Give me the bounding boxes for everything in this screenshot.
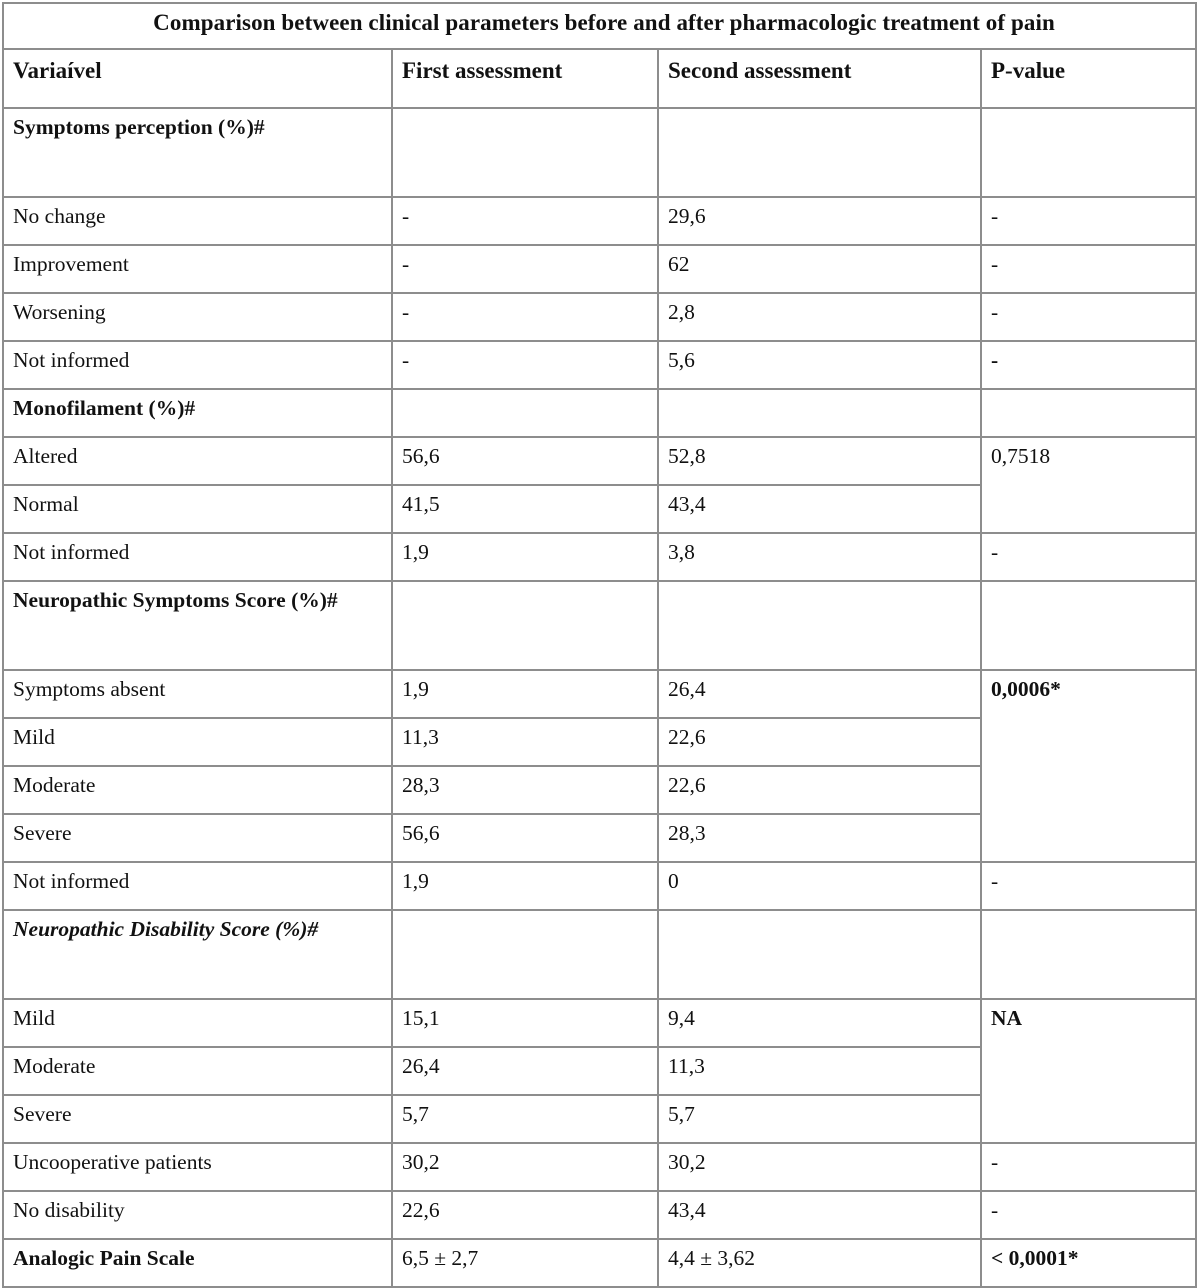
cell-second-assessment: 22,6 (658, 766, 981, 814)
cell-p-value: - (981, 293, 1196, 341)
cell-p-value: - (981, 341, 1196, 389)
cell-first-assessment: 56,6 (392, 814, 658, 862)
row-label: Mild (3, 999, 392, 1047)
cell-first-assessment: 5,7 (392, 1095, 658, 1143)
cell-second-assessment: 3,8 (658, 533, 981, 581)
row-label: No disability (3, 1191, 392, 1239)
cell-second-assessment: 4,4 ± 3,62 (658, 1239, 981, 1287)
column-header-first-assessment: First assessment (392, 49, 658, 108)
cell-p-value: - (981, 1143, 1196, 1191)
cell-first-assessment: 56,6 (392, 437, 658, 485)
cell-second-assessment: 2,8 (658, 293, 981, 341)
row-label: Neuropathic Disability Score (%)# (3, 910, 392, 999)
cell-second-assessment: 0 (658, 862, 981, 910)
row-label: Altered (3, 437, 392, 485)
cell-first-assessment: 28,3 (392, 766, 658, 814)
cell-first-assessment: 1,9 (392, 862, 658, 910)
cell-second-assessment: 43,4 (658, 1191, 981, 1239)
table-row (3, 245, 1196, 293)
row-label: Worsening (3, 293, 392, 341)
cell-first-assessment: - (392, 197, 658, 245)
table-row (3, 437, 1196, 485)
row-label: Not informed (3, 341, 392, 389)
table-row (3, 670, 1196, 718)
cell-second-assessment (658, 581, 981, 670)
row-label: Severe (3, 814, 392, 862)
table-row (3, 1191, 1196, 1239)
row-label: Neuropathic Symptoms Score (%)# (3, 581, 392, 670)
row-label: Normal (3, 485, 392, 533)
row-label: Monofilament (%)# (3, 389, 392, 437)
cell-p-value: 0,0006* (981, 670, 1196, 862)
cell-second-assessment: 62 (658, 245, 981, 293)
cell-second-assessment: 5,6 (658, 341, 981, 389)
cell-p-value: - (981, 245, 1196, 293)
cell-second-assessment: 28,3 (658, 814, 981, 862)
cell-first-assessment: 1,9 (392, 670, 658, 718)
table-row (3, 862, 1196, 910)
cell-second-assessment (658, 108, 981, 197)
cell-p-value: - (981, 1191, 1196, 1239)
cell-first-assessment: - (392, 293, 658, 341)
row-label: No change (3, 197, 392, 245)
row-label: Mild (3, 718, 392, 766)
cell-second-assessment (658, 910, 981, 999)
cell-first-assessment (392, 581, 658, 670)
cell-first-assessment: 6,5 ± 2,7 (392, 1239, 658, 1287)
row-label: Uncooperative patients (3, 1143, 392, 1191)
cell-first-assessment: 22,6 (392, 1191, 658, 1239)
table-row (3, 533, 1196, 581)
row-label: Not informed (3, 533, 392, 581)
row-label: Moderate (3, 1047, 392, 1095)
cell-second-assessment: 26,4 (658, 670, 981, 718)
row-label: Symptoms absent (3, 670, 392, 718)
cell-first-assessment: 30,2 (392, 1143, 658, 1191)
row-label: Improvement (3, 245, 392, 293)
cell-first-assessment: 1,9 (392, 533, 658, 581)
cell-first-assessment (392, 108, 658, 197)
cell-first-assessment: 11,3 (392, 718, 658, 766)
cell-p-value: - (981, 533, 1196, 581)
cell-p-value: - (981, 197, 1196, 245)
table-section-row (3, 108, 1196, 197)
cell-second-assessment: 11,3 (658, 1047, 981, 1095)
cell-first-assessment (392, 910, 658, 999)
cell-p-value (981, 581, 1196, 670)
cell-second-assessment: 29,6 (658, 197, 981, 245)
cell-second-assessment: 22,6 (658, 718, 981, 766)
cell-p-value: < 0,0001* (981, 1239, 1196, 1287)
table-row (3, 197, 1196, 245)
table-row (3, 293, 1196, 341)
table-title-row (3, 3, 1196, 49)
column-header-variable: Variaível (3, 49, 392, 108)
cell-second-assessment (658, 389, 981, 437)
cell-p-value: 0,7518 (981, 437, 1196, 533)
cell-first-assessment: 15,1 (392, 999, 658, 1047)
cell-p-value (981, 910, 1196, 999)
cell-second-assessment: 9,4 (658, 999, 981, 1047)
table-section-row (3, 910, 1196, 999)
clinical-parameters-table (2, 2, 1197, 1288)
table-row (3, 1143, 1196, 1191)
cell-p-value: - (981, 862, 1196, 910)
table-header-row (3, 49, 1196, 108)
cell-first-assessment (392, 389, 658, 437)
cell-p-value (981, 108, 1196, 197)
table-section-row (3, 389, 1196, 437)
cell-first-assessment: 41,5 (392, 485, 658, 533)
row-label: Analogic Pain Scale (3, 1239, 392, 1287)
table-body (3, 3, 1196, 1287)
row-label: Not informed (3, 862, 392, 910)
table-section-row (3, 581, 1196, 670)
table-row (3, 341, 1196, 389)
table-title: Comparison between clinical parameters before and after pharmacologic treatment of pain (3, 3, 1196, 49)
cell-first-assessment: 26,4 (392, 1047, 658, 1095)
table-row (3, 1239, 1196, 1287)
row-label: Severe (3, 1095, 392, 1143)
cell-first-assessment: - (392, 245, 658, 293)
table-row (3, 999, 1196, 1047)
column-header-p-value: P-value (981, 49, 1196, 108)
cell-second-assessment: 52,8 (658, 437, 981, 485)
cell-second-assessment: 5,7 (658, 1095, 981, 1143)
column-header-second-assessment: Second assessment (658, 49, 981, 108)
cell-second-assessment: 43,4 (658, 485, 981, 533)
cell-p-value: NA (981, 999, 1196, 1143)
cell-second-assessment: 30,2 (658, 1143, 981, 1191)
row-label: Moderate (3, 766, 392, 814)
cell-p-value (981, 389, 1196, 437)
row-label: Symptoms perception (%)# (3, 108, 392, 197)
cell-first-assessment: - (392, 341, 658, 389)
